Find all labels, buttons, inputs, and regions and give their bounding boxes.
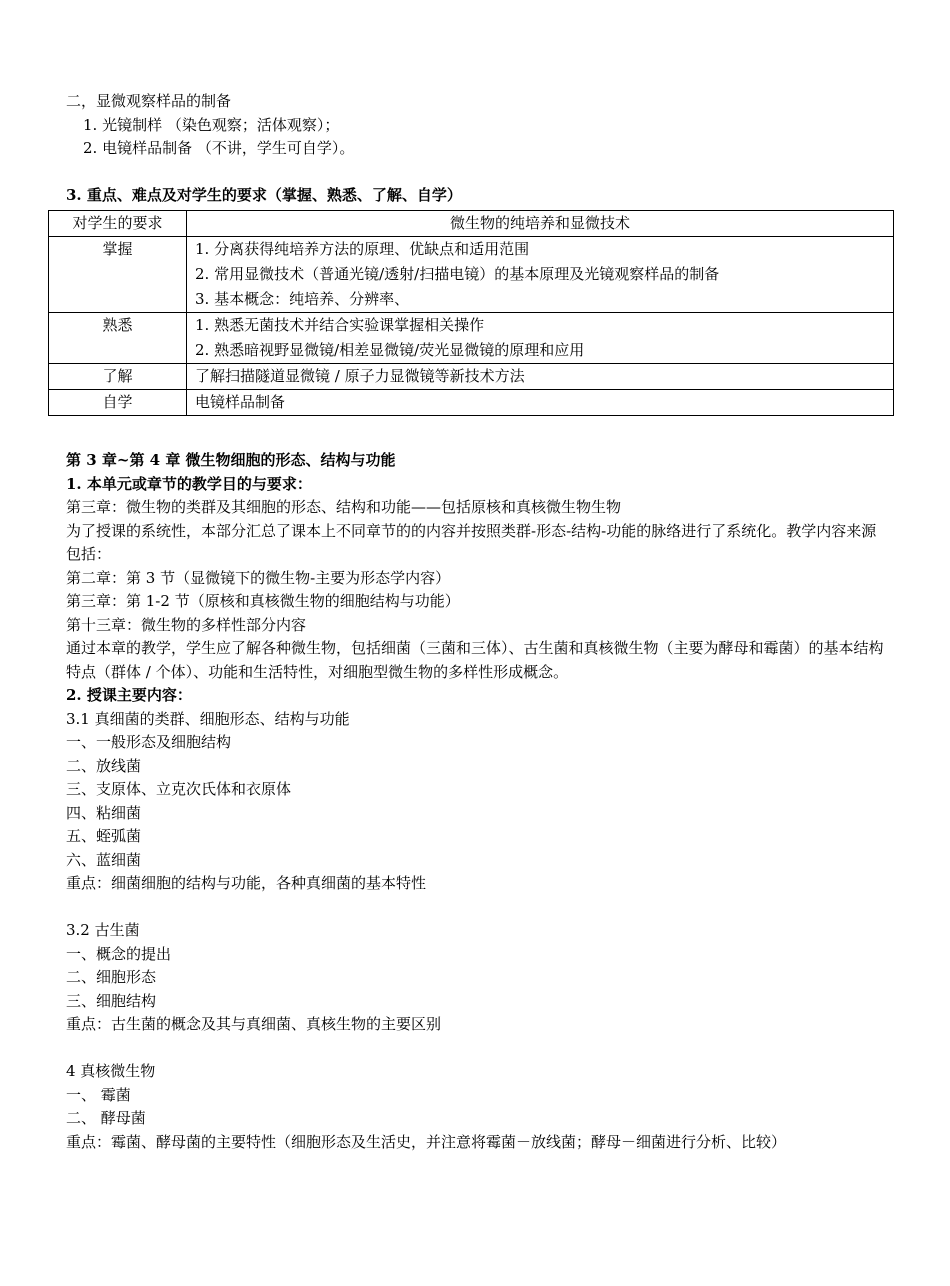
list-item: 三、细胞结构 xyxy=(66,991,157,1010)
table-cell-line: 电镜样品制备 xyxy=(195,392,286,411)
table-header-cell: 对学生的要求 xyxy=(49,210,187,236)
table-cell-line: 2. 熟悉暗视野显微镜/相差显微镜/荧光显微镜的原理和应用 xyxy=(195,340,585,359)
table-cell-level: 了解 xyxy=(49,363,187,389)
table-cell-level: 自学 xyxy=(49,389,187,415)
table-cell-content xyxy=(187,363,894,389)
content-heading: 2. 授课主要内容： xyxy=(66,686,192,704)
table-cell-line: 1. 分离获得纯培养方法的原理、优缺点和适用范围 xyxy=(195,239,530,258)
table-cell-line: 2. 常用显微技术（普通光镜/透射/扫描电镜）的基本原理及光镜观察样品的制备 xyxy=(195,264,720,283)
chapter-title: 第 3 章~第 4 章 微生物细胞的形态、结构与功能 xyxy=(66,451,396,469)
paragraph: 通过本章的教学，学生应了解各种微生物，包括细菌（三菌和三体）、古生菌和真核微生物（主要为酵母和霉菌）的基本结构特点（群体 / 个体）、功能和生活特性，对细胞型微生物的多样性形成概念。 xyxy=(66,639,884,681)
subsection-title: 3.2 古生菌 xyxy=(66,921,140,939)
table-header-cell: 微生物的纯培养和显微技术 xyxy=(187,210,894,236)
subsection-title: 3.1 真细菌的类群、细胞形态、结构与功能 xyxy=(66,709,350,728)
table-cell-level: 熟悉 xyxy=(49,312,187,363)
table-cell-level: 掌握 xyxy=(49,236,187,312)
table-row xyxy=(49,312,894,363)
key-point: 重点：霉菌、酵母菌的主要特性（细胞形态及生活史，并注意将霉菌－放线菌；酵母－细菌进行分析、比较） xyxy=(66,1132,787,1151)
goals-heading: 1. 本单元或章节的教学目的与要求： xyxy=(66,474,312,493)
list-item: 二、细胞形态 xyxy=(66,968,157,986)
section-heading-sample-prep: 二，显微观察样品的制备 xyxy=(66,92,232,110)
table-cell-content xyxy=(187,312,894,363)
table-cell-line: 了解扫描隧道显微镜 / 原子力显微镜等新技术方法 xyxy=(195,366,525,385)
table-header-row xyxy=(49,210,894,236)
paragraph: 第三章：微生物的类群及其细胞的形态、结构和功能——包括原核和真核微生物生物 xyxy=(66,498,622,516)
list-item: 一、一般形态及细胞结构 xyxy=(66,733,232,751)
table-cell-line: 3. 基本概念：纯培养、分辨率、 xyxy=(195,289,410,308)
table-cell-line: 1. 熟悉无菌技术并结合实验课掌握相关操作 xyxy=(195,315,485,334)
table-row xyxy=(49,363,894,389)
list-item: 三、支原体、立克次氏体和衣原体 xyxy=(66,780,292,798)
list-item: 一、 霉菌 xyxy=(66,1085,131,1104)
requirements-table xyxy=(48,210,894,416)
list-item: 六、蓝细菌 xyxy=(66,850,142,869)
list-item: 五、蛭弧菌 xyxy=(66,827,142,845)
subsection-title: 4 真核微生物 xyxy=(66,1062,156,1080)
key-point: 重点：古生菌的概念及其与真细菌、真核生物的主要区别 xyxy=(66,1015,442,1033)
list-item: 一、概念的提出 xyxy=(66,944,172,963)
table-cell-content xyxy=(187,389,894,415)
paragraph: 为了授课的系统性，本部分汇总了课本上不同章节的的内容并按照类群-形态-结构-功能的脉络进行了系统化。教学内容来源包括： xyxy=(66,521,877,563)
table-row xyxy=(49,236,894,312)
key-point: 重点：细菌细胞的结构与功能，各种真细菌的基本特性 xyxy=(66,874,427,892)
document-page xyxy=(66,90,888,1154)
paragraph: 第二章：第 3 节（显微镜下的微生物-主要为形态学内容） xyxy=(66,568,451,587)
paragraph: 第三章：第 1-2 节（原核和真核微生物的细胞结构与功能） xyxy=(66,592,460,610)
list-item: 二、放线菌 xyxy=(66,756,142,775)
table-row xyxy=(49,389,894,415)
list-item: 2. 电镜样品制备 （不讲，学生可自学）。 xyxy=(83,139,355,157)
table-cell-content xyxy=(187,236,894,312)
list-item: 二、 酵母菌 xyxy=(66,1109,146,1127)
paragraph: 第十三章：微生物的多样性部分内容 xyxy=(66,615,307,634)
list-item: 四、粘细菌 xyxy=(66,803,142,822)
list-item: 1. 光镜制样 （染色观察；活体观察）； xyxy=(83,115,340,134)
section-heading-requirements: 3. 重点、难点及对学生的要求（掌握、熟悉、了解、自学） xyxy=(66,186,462,204)
